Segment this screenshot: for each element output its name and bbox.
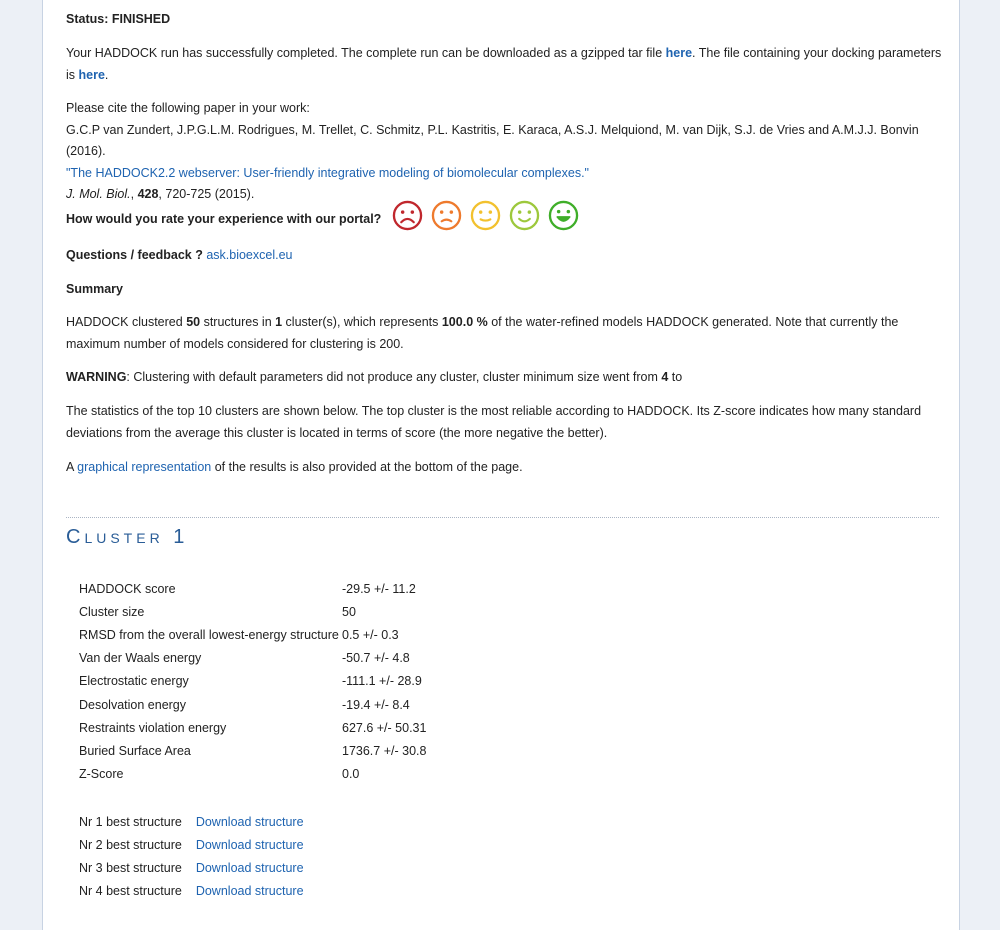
summary-text-a: HADDOCK clustered	[66, 315, 187, 329]
citation-lead: Please cite the following paper in your work:	[66, 101, 310, 115]
download-run-link[interactable]: here	[665, 46, 693, 60]
download-cell	[196, 880, 318, 903]
very-sad-face-icon[interactable]	[392, 200, 423, 231]
cluster-title: Cluster 1	[66, 526, 189, 548]
download-cell	[196, 856, 318, 879]
warning-end: to	[668, 370, 683, 384]
big-smile-face-icon[interactable]	[548, 200, 579, 231]
graphical-text-a: A	[66, 460, 78, 474]
intro-paragraph	[66, 43, 946, 86]
stat-label: RMSD from the overall lowest-energy structure	[79, 627, 339, 642]
download-structure-link[interactable]: Download structure	[195, 860, 304, 875]
citation-block	[66, 98, 946, 206]
best-structure-label: Nr 4 best structure	[79, 884, 182, 899]
download-parameters-link[interactable]: here	[78, 67, 105, 82]
summary-text-d: of the water-refined models HADDOCK generated. Note that currently the maximum number of models considered for clustering is 200.	[66, 315, 899, 351]
warning-value: 4	[661, 370, 669, 384]
best-structure-label: Nr 2 best structure	[79, 837, 182, 852]
summary-text-c: cluster(s), which represents	[282, 315, 442, 329]
download-row	[79, 856, 318, 879]
intro-text-3: .	[104, 67, 109, 82]
download-row	[79, 833, 318, 856]
citation-journal-line: J. Mol. Biol., 428, 720-725 (2015).	[66, 187, 255, 201]
download-structure-link[interactable]: Download structure	[195, 884, 304, 899]
stat-label: Van der Waals energy	[79, 651, 202, 666]
best-structure-label: Nr 1 best structure	[79, 814, 182, 829]
stat-label: Electrostatic energy	[79, 674, 189, 689]
table-row	[79, 577, 429, 600]
citation-volume: 428	[137, 187, 159, 201]
download-cell	[196, 833, 318, 856]
table-row	[79, 693, 429, 716]
warning-paragraph	[66, 367, 946, 389]
stat-value: 627.6 +/- 50.31	[342, 720, 427, 735]
stat-label: Restraints violation energy	[79, 720, 227, 735]
neutral-face-icon[interactable]	[470, 200, 501, 231]
smile-face-icon[interactable]	[509, 200, 540, 231]
summary-heading: Summary	[66, 282, 123, 296]
stat-value: -19.4 +/- 8.4	[342, 697, 410, 712]
graphical-representation-link[interactable]: graphical representation	[77, 460, 212, 474]
table-row	[79, 763, 429, 786]
citation-journal: J. Mol. Biol.	[66, 187, 131, 201]
download-row	[79, 880, 318, 903]
stat-label: Buried Surface Area	[79, 743, 191, 758]
warning-label: WARNING	[66, 370, 127, 384]
rating-row	[66, 200, 666, 232]
citation-pages: , 720-725 (2015).	[158, 187, 255, 201]
intro-text-2: . The file containing your docking parameters is	[66, 46, 942, 82]
warning-text: : Clustering with default parameters did not produce any cluster, cluster minimum size went from	[126, 370, 662, 384]
citation-paper-link[interactable]: "The HADDOCK2.2 webserver: User-friendly integrative modeling of biomolecular complexes."	[66, 165, 589, 180]
cluster-percentage: 100.0 %	[441, 315, 488, 329]
sad-face-icon[interactable]	[431, 200, 462, 231]
stat-value: 0.0	[342, 767, 360, 782]
stat-label: HADDOCK score	[79, 581, 176, 596]
download-structure-link[interactable]: Download structure	[195, 837, 304, 852]
summary-text-b: structures in	[200, 315, 276, 329]
stat-value: -50.7 +/- 4.8	[342, 651, 410, 666]
stat-label: Cluster size	[79, 604, 145, 619]
rating-faces	[392, 200, 579, 231]
cluster-count: 1	[275, 315, 283, 329]
feedback-link[interactable]: ask.bioexcel.eu	[206, 248, 293, 262]
stat-label: Z-Score	[79, 767, 124, 782]
stat-label: Desolvation energy	[79, 697, 187, 712]
feedback-line	[66, 245, 946, 267]
best-structure-label: Nr 3 best structure	[79, 860, 182, 875]
download-cell	[196, 810, 318, 833]
download-table	[79, 810, 318, 903]
table-row	[79, 647, 429, 670]
stat-value: -111.1 +/- 28.9	[342, 674, 422, 689]
graphical-text-b: of the results is also provided at the bottom of the page.	[211, 460, 523, 474]
stat-value: 1736.7 +/- 30.8	[342, 743, 427, 758]
table-row	[79, 739, 429, 762]
citation-authors: G.C.P van Zundert, J.P.G.L.M. Rodrigues, M. Trellet, C. Schmitz, P.L. Kastritis, E. Karaca, A.S.J. Melquiond, M. van Dijk, S.J. de Vries and A.M.J.J. Bonvin (2016).	[66, 122, 919, 158]
table-row	[79, 670, 429, 693]
statistics-paragraph: The statistics of the top 10 clusters are shown below. The top cluster is the most reliable according to HADDOCK. Its Z-score indicates how many standard deviations from the average this cluster is located in terms of score (the more negative the better).	[66, 404, 922, 440]
stat-value: -29.5 +/- 11.2	[342, 581, 416, 596]
summary-paragraph	[66, 312, 946, 355]
download-row	[79, 810, 318, 833]
stat-value: 0.5 +/- 0.3	[342, 627, 399, 642]
graphical-paragraph	[66, 457, 946, 479]
section-divider	[66, 517, 939, 518]
stat-value: 50	[342, 604, 356, 619]
download-structure-link[interactable]: Download structure	[195, 814, 304, 829]
structure-count: 50	[186, 315, 201, 329]
feedback-label: Questions / feedback ?	[66, 248, 203, 262]
results-panel	[42, 0, 960, 930]
table-row	[79, 600, 429, 623]
intro-text-1: Your HADDOCK run has successfully completed. The complete run can be downloaded as a gzipped tar file	[66, 46, 666, 60]
cluster-stats-table	[79, 577, 429, 786]
table-row	[79, 716, 429, 739]
rating-question: How would you rate your experience with our portal?	[66, 212, 382, 226]
status-label: Status: FINISHED	[66, 12, 171, 26]
table-row	[79, 623, 429, 646]
